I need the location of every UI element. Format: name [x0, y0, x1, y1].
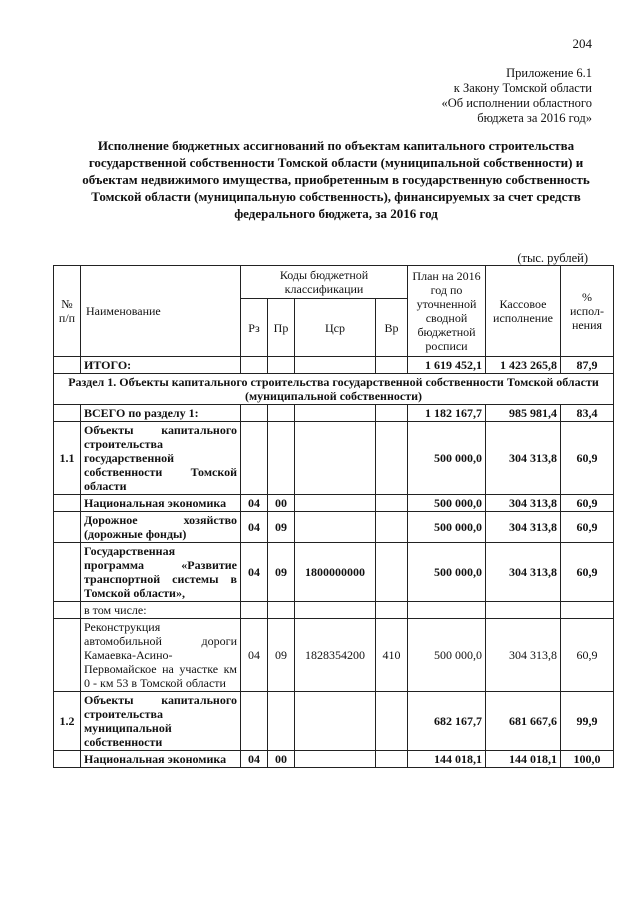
header-rz: Рз: [241, 299, 268, 357]
table-row: [54, 512, 614, 543]
cell: [241, 405, 268, 422]
row-cash: 304 313,8: [486, 512, 561, 543]
appendix-line: Приложение 6.1: [506, 66, 592, 80]
row-vr: [376, 543, 408, 602]
row-plan: 682 167,7: [408, 692, 486, 751]
cell: [268, 405, 295, 422]
cell: [376, 357, 408, 374]
units-label: (тыс. рублей): [517, 251, 588, 265]
table-row: [54, 495, 614, 512]
section-title-row: [54, 374, 614, 405]
row-pct: 100,0: [561, 751, 614, 768]
row-pr: [268, 692, 295, 751]
row-csr: [295, 512, 376, 543]
header-csr: Цср: [295, 299, 376, 357]
row-num: [54, 495, 81, 512]
row-num: [54, 512, 81, 543]
row-name: Государственная программа «Развитие транспортной системы в Томской области»,: [81, 543, 241, 602]
row-name: Национальная экономика: [81, 495, 241, 512]
header-codes: Коды бюджетной классификации: [241, 266, 408, 299]
header-pct: % испол-нения: [561, 266, 614, 357]
cell: [241, 357, 268, 374]
appendix-line: «Об исполнении областного: [441, 96, 592, 110]
row-plan: 500 000,0: [408, 422, 486, 495]
header-plan: План на 2016 год по уточненной сводной бюджетной росписи: [408, 266, 486, 357]
row-name: в том числе:: [81, 602, 241, 619]
row-name: Объекты капитального строительства муниципальной собственности: [81, 692, 241, 751]
row-vr: [376, 602, 408, 619]
row-num: [54, 543, 81, 602]
row-csr: [295, 692, 376, 751]
section-total-plan: 1 182 167,7: [408, 405, 486, 422]
row-pr: [268, 602, 295, 619]
appendix-note: [352, 66, 592, 126]
row-pct: 60,9: [561, 543, 614, 602]
row-name: Объекты капитального строительства государственной собственности Томской области: [81, 422, 241, 495]
total-pct: 87,9: [561, 357, 614, 374]
row-rz: 04: [241, 512, 268, 543]
row-csr: 1800000000: [295, 543, 376, 602]
cell: [54, 405, 81, 422]
cell: [376, 405, 408, 422]
budget-table: [53, 265, 614, 768]
row-plan: [408, 602, 486, 619]
row-rz: [241, 692, 268, 751]
row-rz: [241, 422, 268, 495]
section-title: Раздел 1. Объекты капитального строительства государственной собственности Томской области (муниципальной собственности): [54, 374, 614, 405]
row-name: Реконструкция автомобильной дороги Камаевка-Асино-Первомайское на участке км 0 - км 53 в Томской области: [81, 619, 241, 692]
row-plan: 500 000,0: [408, 512, 486, 543]
row-pr: 00: [268, 495, 295, 512]
row-pct: 60,9: [561, 422, 614, 495]
section-total-label: ВСЕГО по разделу 1:: [81, 405, 241, 422]
total-row: [54, 357, 614, 374]
row-plan: 500 000,0: [408, 543, 486, 602]
row-pct: 60,9: [561, 619, 614, 692]
row-vr: [376, 495, 408, 512]
cell: [295, 405, 376, 422]
table-row: [54, 751, 614, 768]
row-plan: 500 000,0: [408, 495, 486, 512]
row-cash: 144 018,1: [486, 751, 561, 768]
row-num: 1.1: [54, 422, 81, 495]
appendix-line: к Закону Томской области: [453, 81, 592, 95]
row-pr: 09: [268, 543, 295, 602]
section-total-cash: 985 981,4: [486, 405, 561, 422]
row-num: 1.2: [54, 692, 81, 751]
cell: [295, 357, 376, 374]
appendix-line: бюджета за 2016 год»: [477, 111, 592, 125]
row-pr: 00: [268, 751, 295, 768]
row-rz: 04: [241, 543, 268, 602]
row-csr: [295, 602, 376, 619]
table-row: [54, 422, 614, 495]
document-title: Исполнение бюджетных ассигнований по объектам капитального строительства государственной собственности Томской области (муниципальной собственности) и объектам недвижимого имущества, приобретенным в государственную собственность Томской области (муниципальную собственность), финансируемых за счет средств федерального бюджета, за 2016 год: [82, 138, 590, 221]
row-pr: 09: [268, 619, 295, 692]
row-vr: [376, 751, 408, 768]
row-pct: [561, 602, 614, 619]
total-cash: 1 423 265,8: [486, 357, 561, 374]
row-plan: 500 000,0: [408, 619, 486, 692]
header-num: № п/п: [54, 266, 81, 357]
row-cash: 304 313,8: [486, 619, 561, 692]
row-vr: [376, 422, 408, 495]
row-rz: 04: [241, 619, 268, 692]
header-vr: Вр: [376, 299, 408, 357]
row-pct: 60,9: [561, 512, 614, 543]
section-total-row: [54, 405, 614, 422]
row-vr: 410: [376, 619, 408, 692]
table-row: [54, 543, 614, 602]
row-pct: 99,9: [561, 692, 614, 751]
row-cash: 681 667,6: [486, 692, 561, 751]
header-cash: Кассовое исполнение: [486, 266, 561, 357]
row-pr: 09: [268, 512, 295, 543]
row-vr: [376, 692, 408, 751]
total-label: ИТОГО:: [81, 357, 241, 374]
row-rz: [241, 602, 268, 619]
row-csr: [295, 751, 376, 768]
row-pct: 60,9: [561, 495, 614, 512]
row-cash: [486, 602, 561, 619]
row-rz: 04: [241, 751, 268, 768]
table-row: [54, 692, 614, 751]
row-vr: [376, 512, 408, 543]
row-num: [54, 619, 81, 692]
row-num: [54, 602, 81, 619]
row-csr: [295, 422, 376, 495]
row-cash: 304 313,8: [486, 422, 561, 495]
row-cash: 304 313,8: [486, 543, 561, 602]
row-name: Национальная экономика: [81, 751, 241, 768]
cell: [54, 357, 81, 374]
row-pr: [268, 422, 295, 495]
page-number: 204: [572, 36, 592, 51]
section-total-pct: 83,4: [561, 405, 614, 422]
header-name: Наименование: [81, 266, 241, 357]
row-csr: [295, 495, 376, 512]
table-row: [54, 619, 614, 692]
row-num: [54, 751, 81, 768]
row-cash: 304 313,8: [486, 495, 561, 512]
row-csr: 1828354200: [295, 619, 376, 692]
row-rz: 04: [241, 495, 268, 512]
total-plan: 1 619 452,1: [408, 357, 486, 374]
header-pr: Пр: [268, 299, 295, 357]
cell: [268, 357, 295, 374]
row-name: Дорожное хозяйство (дорожные фонды): [81, 512, 241, 543]
table-row: [54, 602, 614, 619]
row-plan: 144 018,1: [408, 751, 486, 768]
